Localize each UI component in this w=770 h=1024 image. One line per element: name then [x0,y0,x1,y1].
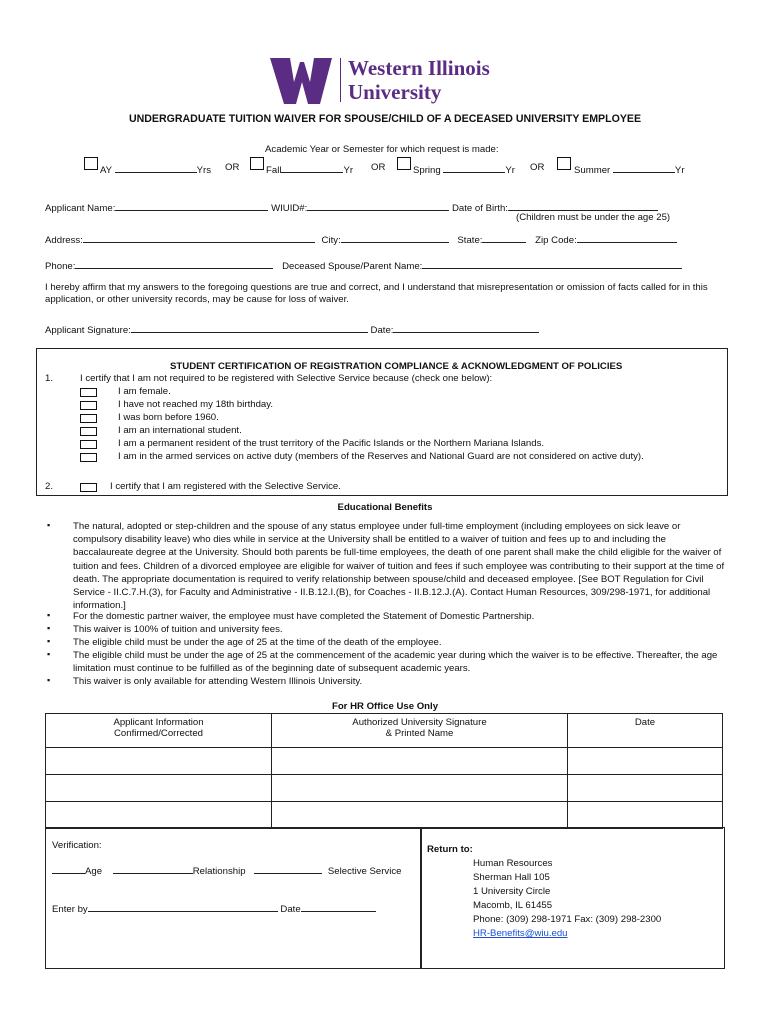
opt-female: I am female. [118,386,171,397]
relationship-line[interactable] [113,863,193,874]
spring-checkbox[interactable] [397,157,411,170]
logo-line1: Western Illinois [348,56,490,80]
ay-line[interactable] [115,162,197,173]
benefit-item: The eligible child must be under the age of 25 at the commencement of the academic year during which the waiver is to be effective. Thereafter, the age limitation must continue to be fulfilled as of the beginning date of subsequent academic years. [73,650,718,675]
signature-date-line[interactable] [393,322,539,333]
or-3: OR [530,162,545,173]
hr-cell[interactable] [568,775,723,802]
bullet-icon: ▪ [47,610,51,620]
zip-line[interactable] [577,232,677,243]
enter-by-line[interactable] [88,901,278,912]
hr-col2-line1: Authorized University Signature [352,717,487,728]
registered-checkbox[interactable] [80,483,97,492]
opt-under18: I have not reached my 18th birthday. [118,399,274,410]
hr-cell[interactable] [46,748,272,775]
opt-pacific: I am a permanent resident of the trust territory of the Pacific Islands or the Northern Mariana Islands. [118,438,545,449]
opt-international-checkbox[interactable] [80,427,97,436]
hr-cell[interactable] [272,802,568,829]
spring-label: Spring [413,165,441,176]
cert-item-2: I certify that I am registered with the Selective Service. [110,481,341,492]
state-label: State: [457,235,483,246]
return-line: Macomb, IL 61455 [473,900,553,911]
hr-title: For HR Office Use Only [331,701,439,712]
return-to-label: Return to: [427,844,473,855]
wiuid-line[interactable] [307,200,449,211]
bullet-icon: ▪ [47,675,51,685]
benefit-item: The eligible child must be under the age of 25 at the time of the death of the employee. [73,637,442,648]
dob-label: Date of Birth: [451,203,508,214]
hr-cell[interactable] [46,775,272,802]
ay-label: AY [100,165,112,176]
cert-item-1: I certify that I am not required to be registered with Selective Service because (check one below): [80,373,493,384]
age-line[interactable] [52,863,85,874]
city-label: City: [321,235,341,246]
summer-yr-label: Yr [674,165,685,176]
wiu-w-mark [270,58,332,104]
fall-yr-label: Yr [343,165,354,176]
enter-by-label: Enter by [52,904,88,915]
return-line: 1 University Circle [473,886,551,897]
enter-date-line[interactable] [301,901,376,912]
enter-date-label: Date [280,904,301,915]
affirmation-line2: application, or other university records, may be cause for loss of waiver. [45,294,349,305]
opt-female-checkbox[interactable] [80,388,97,397]
bullet-icon: ▪ [47,649,51,659]
phone-line[interactable] [75,258,273,269]
cert-num-2: 2. [45,481,54,492]
spring-line[interactable] [443,162,505,173]
deceased-label: Deceased Spouse/Parent Name: [282,261,423,272]
logo-divider [340,58,341,102]
return-line: Sherman Hall 105 [473,872,550,883]
selective-line[interactable] [254,863,322,874]
benefits-title: Educational Benefits [337,502,433,513]
opt-under18-checkbox[interactable] [80,401,97,410]
hr-cell[interactable] [272,748,568,775]
applicant-name-line[interactable] [115,200,268,211]
affirmation-line1: I hereby affirm that my answers to the foregoing questions are true and correct, and I understand that misrepresentation or omission of facts called for in this [45,282,708,293]
hr-cell[interactable] [568,748,723,775]
hr-col-signature [272,714,568,748]
term-heading: Academic Year or Semester for which request is made: [265,144,499,155]
hr-email-link[interactable]: HR-Benefits@wiu.edu [473,928,568,939]
signature-label: Applicant Signature: [45,325,131,336]
relationship-label: Relationship [192,866,246,877]
hr-col-date: Date [568,714,723,748]
fall-label: Fall [266,165,282,176]
fall-checkbox[interactable] [250,157,264,170]
phone-row [45,258,682,272]
return-line: Phone: (309) 298-1971 Fax: (309) 298-2300 [473,914,662,925]
bullet-icon: ▪ [47,520,51,530]
hr-cell[interactable] [272,775,568,802]
summer-line[interactable] [613,162,675,173]
summer-label: Summer [574,165,611,176]
verification-label: Verification: [52,840,102,851]
hr-table [45,713,723,829]
age-label: Age [85,866,103,877]
opt-armed-checkbox[interactable] [80,453,97,462]
address-row [45,232,677,246]
opt-international: I am an international student. [118,425,242,436]
deceased-line[interactable] [422,258,682,269]
address-label: Address: [45,235,83,246]
city-line[interactable] [341,232,449,243]
wiuid-label: WIUID#: [271,203,308,214]
enter-by-row [52,901,376,915]
phone-label: Phone: [45,261,76,272]
benefit-item: The natural, adopted or step-children and the spouse of any status employee under full-time employment (including employees on sick leave or compulsory disability leave) who dies while in service at the University shall be entitled to a waiver of tuition and fees up to and including the baccalaureate degree at the University. Should both parents be full-time employees, the death of one parent shall make the child eligible for the waiver of tuition and fees. Children of a divorced employee are eligible for waiver of tuition and fees if such employee was contributing to their support at the time of death. The appropriate documentation is required to verify relationship between spouse/child and deceased employee. [See BOT Regulation for Civil Service - II.C.7.H.(3), for Faculty and Administrative - II.B.12.I.(B), for Coaches - II.B.12.J.(A). Contact Human Resources, 309/298-1971, for additional information.] [73,521,725,612]
yrs-label: Yrs [196,165,211,176]
age-note: (Children must be under the age 25) [516,212,671,223]
dob-line[interactable] [508,200,658,211]
opt-armed: I am in the armed services on active duty (members of the Reserves and National Guard are not considered on active duty). [118,451,644,462]
fall-line[interactable] [281,162,343,173]
ay-field [100,162,211,176]
or-1: OR [225,162,240,173]
benefit-item: This waiver is 100% of tuition and university fees. [73,624,283,635]
summer-field [574,162,685,176]
hr-cell[interactable] [46,802,272,829]
spring-yr-label: Yr [505,165,515,176]
signature-row [45,322,539,336]
form-title: UNDERGRADUATE TUITION WAIVER FOR SPOUSE/CHILD OF A DECEASED UNIVERSITY EMPLOYEE [128,113,642,125]
applicant-name-label: Applicant Name: [45,203,116,214]
signature-date-label: Date: [370,325,394,336]
opt-before1960-checkbox[interactable] [80,414,97,423]
certification-title: STUDENT CERTIFICATION OF REGISTRATION COMPLIANCE & ACKNOWLEDGMENT OF POLICIES [170,361,623,372]
summer-checkbox[interactable] [557,157,571,170]
spring-field [413,162,515,176]
signature-line[interactable] [131,322,368,333]
opt-before1960: I was born before 1960. [118,412,219,423]
zip-label: Zip Code: [535,235,577,246]
logo-line2: University [348,80,442,104]
return-line: Human Resources [473,858,553,869]
state-line[interactable] [482,232,526,243]
cert-num-1: 1. [45,373,54,384]
benefit-item: This waiver is only available for attending Western Illinois University. [73,676,363,687]
bullet-icon: ▪ [47,636,51,646]
selective-label: Selective Service [327,866,402,877]
bullet-icon: ▪ [47,623,51,633]
fall-field [266,162,353,176]
or-2: OR [371,162,386,173]
opt-pacific-checkbox[interactable] [80,440,97,449]
ay-checkbox[interactable] [84,157,98,170]
hr-col1-line1: Applicant Information [113,717,204,728]
hr-col-applicant-info [46,714,272,748]
hr-col2-line2: & Printed Name [385,728,454,739]
hr-cell[interactable] [568,802,723,829]
verification-row [52,863,402,877]
hr-col1-line2: Confirmed/Corrected [113,728,204,739]
benefit-item: For the domestic partner waiver, the employee must have completed the Statement of Domestic Partnership. [73,611,535,622]
address-line[interactable] [83,232,315,243]
